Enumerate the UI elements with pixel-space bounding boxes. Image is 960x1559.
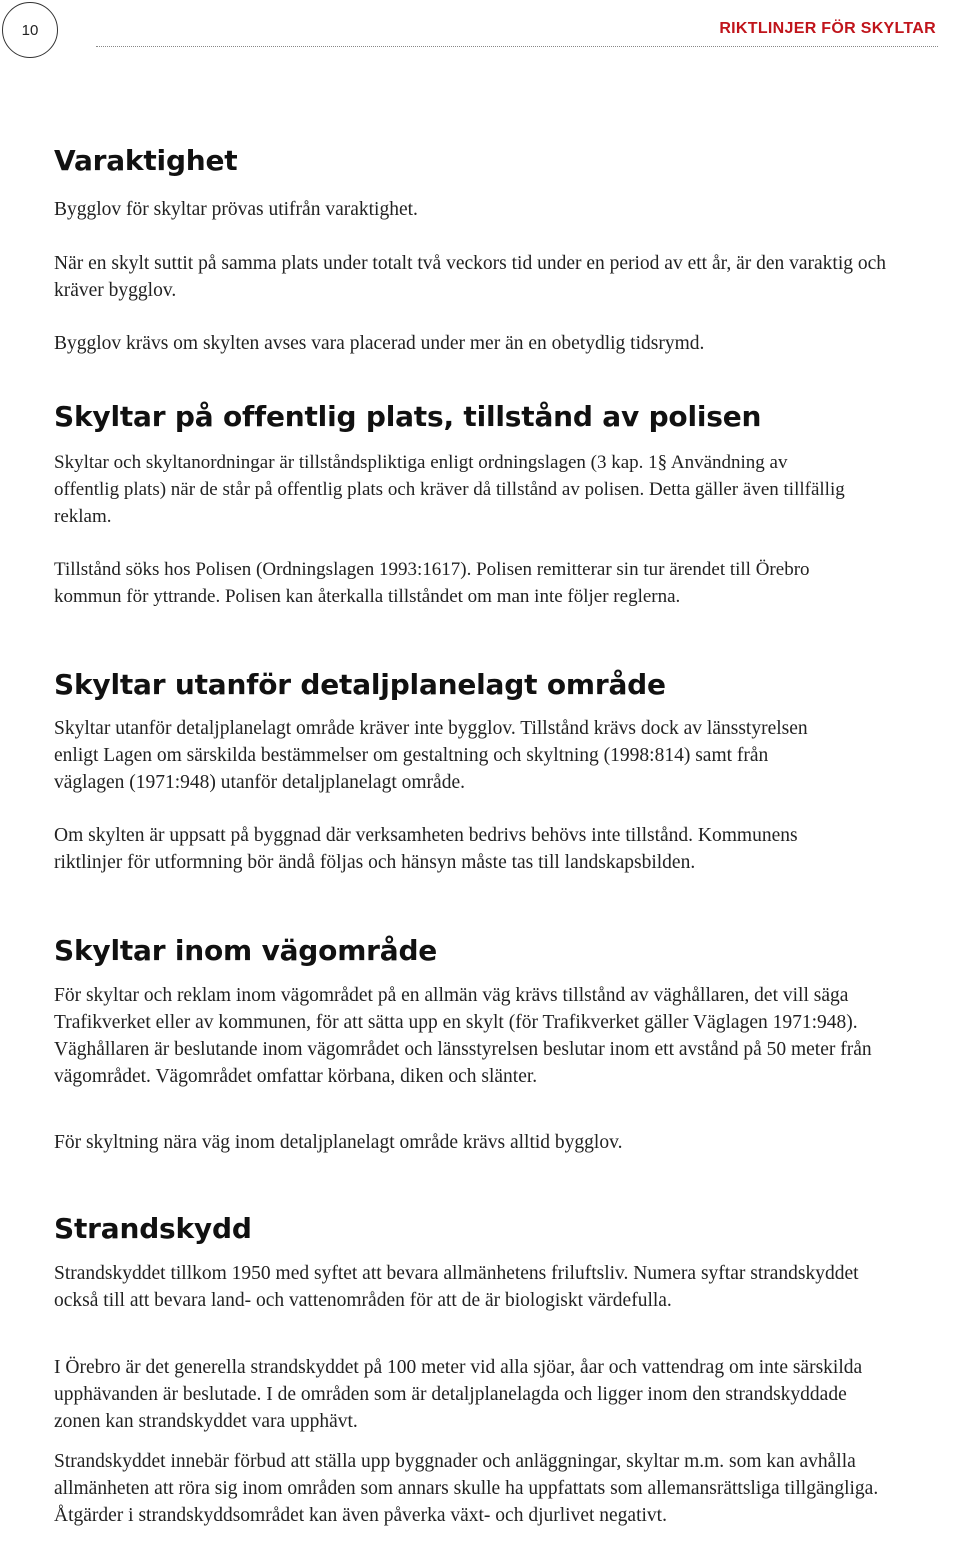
paragraph: För skyltar och reklam inom vägområdet på en allmän väg krävs tillstånd av väghållaren, det vill säga Trafikverket eller av kommunen, för att sätta upp en skylt (för Trafikverket gäller Väglagen 1971:948). Väghållaren är beslutande inom vägområdet och länsstyrelsen beslutar inom ett avstånd på 50 meter från vägområdet. Vägområdet omfattar körbana, diken och slänter. xyxy=(54,985,872,1087)
section-heading-offentlig-plats: Skyltar på offentlig plats, tillstånd av polisen xyxy=(54,400,762,433)
paragraph: Strandskyddet innebär förbud att ställa upp byggnader och anläggningar, skyltar m.m. som kan avhålla allmänheten att röra sig inom områden som annars skulle ha uppfattats som allemansrättsliga tillgängliga. Åtgärder i strandskyddsområdet kan även påverka växt- och djurlivet negativt. xyxy=(54,1451,879,1526)
paragraph: Skyltar och skyltanordningar är tillståndspliktiga enligt ordningslagen (3 kap. 1§ Användning av offentlig plats) när de står på offentlig plats och kräver då tillstånd av polisen. Detta gäller även tillfällig reklam. xyxy=(54,452,845,527)
section-heading-utanfor-detaljplan: Skyltar utanför detaljplanelagt område xyxy=(54,668,666,701)
paragraph: Strandskyddet tillkom 1950 med syftet att bevara allmänhetens friluftsliv. Numera syftar strandskyddet också till att bevara land- och vattenområden för att de är biologiskt värdefulla. xyxy=(54,1263,859,1311)
paragraph: I Örebro är det generella strandskyddet på 100 meter vid alla sjöar, åar och vattendrag om inte särskilda upphävanden är beslutade. I de områden som är detaljplanelagda och ligger inom den strandskyddade zonen kan strandskyddet vara upphävt. xyxy=(54,1357,863,1432)
paragraph: Om skylten är uppsatt på byggnad där verksamheten bedrivs behövs inte tillstånd. Kommunens riktlinjer för utformning bör ändå följas och hänsyn måste tas till landskapsbilden. xyxy=(54,825,798,873)
running-header-title: RIKTLINJER FÖR SKYLTAR xyxy=(719,20,936,37)
page-number: 10 xyxy=(2,2,58,58)
paragraph: Tillstånd söks hos Polisen (Ordningslagen 1993:1617). Polisen remitterar sin tur ärendet till Örebro kommun för yttrande. Polisen kan återkalla tillståndet om man inte följer reglerna. xyxy=(54,559,810,607)
paragraph: Bygglov krävs om skylten avses vara placerad under mer än en obetydlig tidsrymd. xyxy=(54,333,705,354)
header-divider xyxy=(96,46,938,47)
paragraph: När en skylt suttit på samma plats under totalt två veckors tid under en period av ett år, är den varaktig och kräver bygglov. xyxy=(54,253,887,301)
section-heading-strandskydd: Strandskydd xyxy=(54,1212,252,1245)
paragraph: Skyltar utanför detaljplanelagt område kräver inte bygglov. Tillstånd krävs dock av länsstyrelsen enligt Lagen om särskilda bestämmelser om gestaltning och skyltning (1998:814) samt från väglagen (1971:948) utanför detaljplanelagt område. xyxy=(54,718,808,793)
section-heading-vagomrade: Skyltar inom vägområde xyxy=(54,934,438,967)
paragraph: För skyltning nära väg inom detaljplanelagt område krävs alltid bygglov. xyxy=(54,1132,623,1153)
section-heading-varaktighet: Varaktighet xyxy=(54,144,238,177)
paragraph: Bygglov för skyltar prövas utifrån varaktighet. xyxy=(54,199,418,220)
